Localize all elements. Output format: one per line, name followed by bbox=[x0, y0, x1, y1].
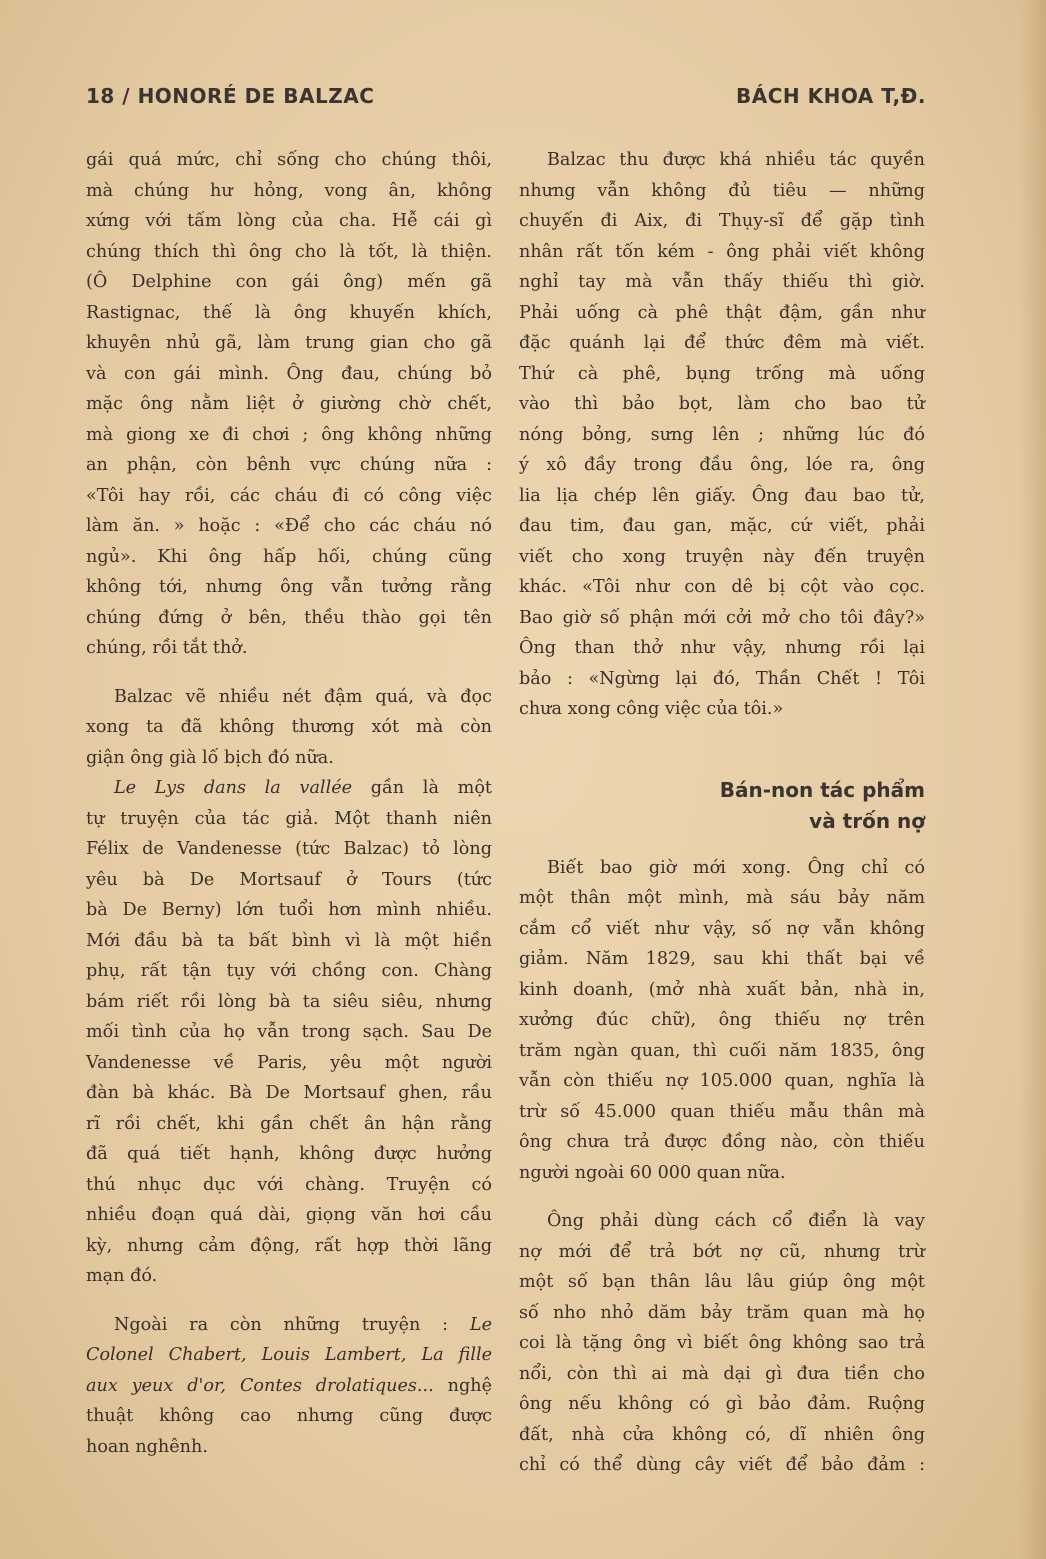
text-line: lia lịa chép lên giấy. Ông đau bao tử, bbox=[519, 485, 925, 506]
text-line: chuyến đi Aix, đi Thụy-sĩ để gặp tình bbox=[519, 211, 925, 231]
text-line: nhưng vẫn không đủ tiêu — những bbox=[519, 180, 925, 201]
paragraph bbox=[519, 1206, 925, 1481]
text-line: mặc ông nằm liệt ở giường chờ chết, bbox=[86, 394, 492, 414]
text-line: xứng với tấm lòng của cha. Hễ cái gì bbox=[86, 211, 492, 231]
text-line: chưa xong công việc của tôi.» bbox=[519, 699, 784, 719]
text-line: ông chưa trả được đồng nào, còn thiếu bbox=[519, 1132, 925, 1152]
text-line: kinh doanh, (mở nhà xuất bản, nhà in, bbox=[519, 979, 925, 1000]
text-line: chúng đứng ở bên, thều thào gọi tên bbox=[86, 607, 492, 628]
text-line: mối tình của họ vẫn trong sạch. Sau De bbox=[86, 1022, 492, 1042]
text-line: bảo : «Ngừng lại đó, Thần Chết ! Tôi bbox=[519, 668, 925, 689]
text-line: đàn bà khác. Bà De Mortsauf ghen, rầu bbox=[86, 1083, 492, 1103]
paragraph bbox=[86, 773, 492, 1292]
text-line: cắm cổ viết như vậy, số nợ vẫn không bbox=[519, 918, 925, 939]
header-right: BÁCH KHOA T,Đ. bbox=[736, 84, 926, 108]
text-line: vào thì bảo bọt, làm cho bao tử bbox=[519, 394, 925, 414]
text-line: Mới đầu bà ta bất bình vì là một hiền bbox=[86, 930, 492, 951]
text-line: Ông phải dùng cách cổ điển là vay bbox=[547, 1211, 925, 1231]
text-line: Bao giờ số phận mới cởi mở cho tôi đây?» bbox=[519, 607, 925, 628]
page-edge-shadow bbox=[1020, 0, 1046, 1559]
text-line: Félix de Vandenesse (tức Balzac) tỏ lòng bbox=[86, 839, 492, 859]
book-title: aux yeux d'or, Contes drolatiques... bbox=[86, 1375, 434, 1396]
text-line: số nho nhỏ dăm bảy trăm quan mà họ bbox=[519, 1302, 925, 1323]
text-line: phụ, rất tận tụy với chồng con. Chàng bbox=[86, 961, 492, 981]
text-line: chúng thích thì ông cho là tốt, là thiện. bbox=[86, 241, 492, 262]
text-line: xưởng đúc chữ), ông thiếu nợ trên bbox=[519, 1010, 925, 1030]
header-left: 18 / HONORÉ DE BALZAC bbox=[86, 84, 375, 108]
text-line: đau tim, đau gan, mặc, cứ viết, phải bbox=[519, 516, 925, 536]
text-line: người ngoài 60 000 quan nữa. bbox=[519, 1162, 786, 1183]
text-line bbox=[86, 1310, 492, 1341]
text-line: nhiều đoạn quá dài, giọng văn hơi cầu bbox=[86, 1205, 492, 1225]
text-line: mạn đó. bbox=[86, 1266, 158, 1286]
text-line: Biết bao giờ mới xong. Ông chỉ có bbox=[547, 857, 925, 878]
text-line: ông nếu không có gì bảo đảm. Ruộng bbox=[519, 1394, 925, 1414]
text-line: Thứ cà phê, bụng trống mà uống bbox=[519, 363, 925, 384]
text-line: đã quá tiết hạnh, không được hưởng bbox=[86, 1144, 492, 1164]
text-line: nợ mới để trả bớt nợ cũ, nhưng trừ bbox=[519, 1241, 925, 1262]
text-line: (Ô Delphine con gái ông) mến gã bbox=[86, 272, 492, 292]
text-line: Rastignac, thế là ông khuyến khích, bbox=[86, 302, 492, 323]
paragraph bbox=[86, 145, 492, 664]
text-line: Balzac thu được khá nhiều tác quyền bbox=[547, 150, 925, 170]
text-line: «Tôi hay rồi, các cháu đi có công việc bbox=[86, 485, 492, 506]
text-line: nhân rất tốn kém - ông phải viết không bbox=[519, 241, 925, 262]
text-line: giận ông già lố bịch đó nữa. bbox=[86, 747, 334, 768]
text-run: gần là một bbox=[352, 778, 492, 798]
text-line: yêu bà De Mortsauf ở Tours (tức bbox=[86, 869, 492, 890]
text-line: Phải uống cà phê thật đậm, gần như bbox=[519, 302, 925, 323]
text-line: gái quá mức, chỉ sống cho chúng thôi, bbox=[86, 150, 492, 170]
text-line: coi là tặng ông vì biết ông không sao trả bbox=[519, 1333, 925, 1353]
text-line: khác. «Tôi như con dê bị cột vào cọc. bbox=[519, 577, 925, 597]
right-column bbox=[519, 145, 925, 1481]
section-heading bbox=[519, 775, 925, 837]
text-line: xong ta đã không thương xót mà còn bbox=[86, 717, 492, 737]
text-line: một số bạn thân lâu lâu giúp ông một bbox=[519, 1272, 925, 1292]
text-line: Ông than thở như vậy, nhưng rồi lại bbox=[519, 638, 925, 658]
text-line: không tới, nhưng ông vẫn tưởng rằng bbox=[86, 577, 492, 597]
text-line: mà chúng hư hỏng, vong ân, không bbox=[86, 180, 492, 201]
text-line bbox=[86, 773, 492, 804]
book-title: Le bbox=[469, 1314, 492, 1335]
text-line: khuyên nhủ gã, làm trung gian cho gã bbox=[86, 333, 492, 353]
text-line: thú nhục dục với chàng. Truyện có bbox=[86, 1174, 492, 1195]
text-line: nóng bỏng, sưng lên ; những lúc đó bbox=[519, 424, 925, 445]
running-header bbox=[86, 84, 926, 114]
paragraph bbox=[519, 145, 925, 725]
text-line bbox=[86, 1371, 492, 1402]
left-column bbox=[86, 145, 492, 1462]
text-line: giảm. Năm 1829, sau khi thất bại về bbox=[519, 949, 925, 969]
text-line: Vandenesse về Paris, yêu một người bbox=[86, 1052, 492, 1073]
section-heading-line: Bán-non tác phẩm bbox=[719, 777, 925, 802]
paragraph bbox=[519, 853, 925, 1189]
paragraph bbox=[86, 682, 492, 774]
text-line: Balzac vẽ nhiều nét đậm quá, và đọc bbox=[114, 686, 492, 707]
text-line: bám riết rồi lòng bà ta siêu siêu, nhưng bbox=[86, 991, 492, 1012]
text-line: kỳ, nhưng cảm động, rất hợp thời lãng bbox=[86, 1235, 492, 1256]
text-line: thuật không cao nhưng cũng được bbox=[86, 1406, 492, 1426]
text-line: một thân một mình, mà sáu bảy năm bbox=[519, 888, 925, 908]
text-line: viết cho xong truyện này đến truyện bbox=[519, 546, 925, 567]
text-line: tự truyện của tác giả. Một thanh niên bbox=[86, 808, 492, 829]
text-line: và con gái mình. Ông đau, chúng bỏ bbox=[86, 363, 492, 384]
text-line: làm ăn. » hoặc : «Để cho các cháu nó bbox=[86, 516, 492, 536]
text-line: nghỉ tay mà vẫn thấy thiếu thì giờ. bbox=[519, 272, 925, 292]
text-line: nổi, còn thì ai mà dại gì đưa tiền cho bbox=[519, 1363, 925, 1384]
book-title: Colonel Chabert, Louis Lambert, La fille bbox=[86, 1345, 492, 1365]
text-line: đất, nhà cửa không có, dĩ nhiên ông bbox=[519, 1424, 925, 1445]
text-line: trăm ngàn quan, thì cuối năm 1835, ông bbox=[519, 1040, 925, 1061]
text-line: an phận, còn bênh vực chúng nữa : bbox=[86, 455, 492, 475]
text-run: nghệ bbox=[433, 1375, 492, 1396]
text-line bbox=[86, 1340, 492, 1371]
text-line: ngủ». Khi ông hấp hối, chúng cũng bbox=[86, 546, 492, 567]
text-line: bà De Berny) lớn tuổi hơn mình nhiều. bbox=[86, 900, 492, 920]
text-line: chúng, rồi tắt thở. bbox=[86, 638, 248, 658]
text-line: ý xô đầy trong đầu ông, lóe ra, ông bbox=[519, 455, 925, 475]
text-line: mà giong xe đi chơi ; ông không những bbox=[86, 424, 492, 445]
text-line: đặc quánh lại để thức đêm mà viết. bbox=[519, 333, 925, 353]
text-line: trừ số 45.000 quan thiếu mẫu thân mà bbox=[519, 1101, 925, 1122]
paragraph bbox=[86, 1310, 492, 1463]
book-title: Le Lys dans la vallée bbox=[114, 778, 353, 798]
section-heading-line: và trốn nợ bbox=[809, 808, 925, 833]
text-line: vẫn còn thiếu nợ 105.000 quan, nghĩa là bbox=[519, 1071, 925, 1091]
text-line: hoan nghênh. bbox=[86, 1436, 208, 1457]
text-line: rĩ rồi chết, khi gần chết ân hận rằng bbox=[86, 1113, 492, 1134]
text-run: Ngoài ra còn những truyện : bbox=[114, 1314, 470, 1335]
text-line: chỉ có thể dùng cây viết để bảo đảm : bbox=[519, 1455, 925, 1475]
